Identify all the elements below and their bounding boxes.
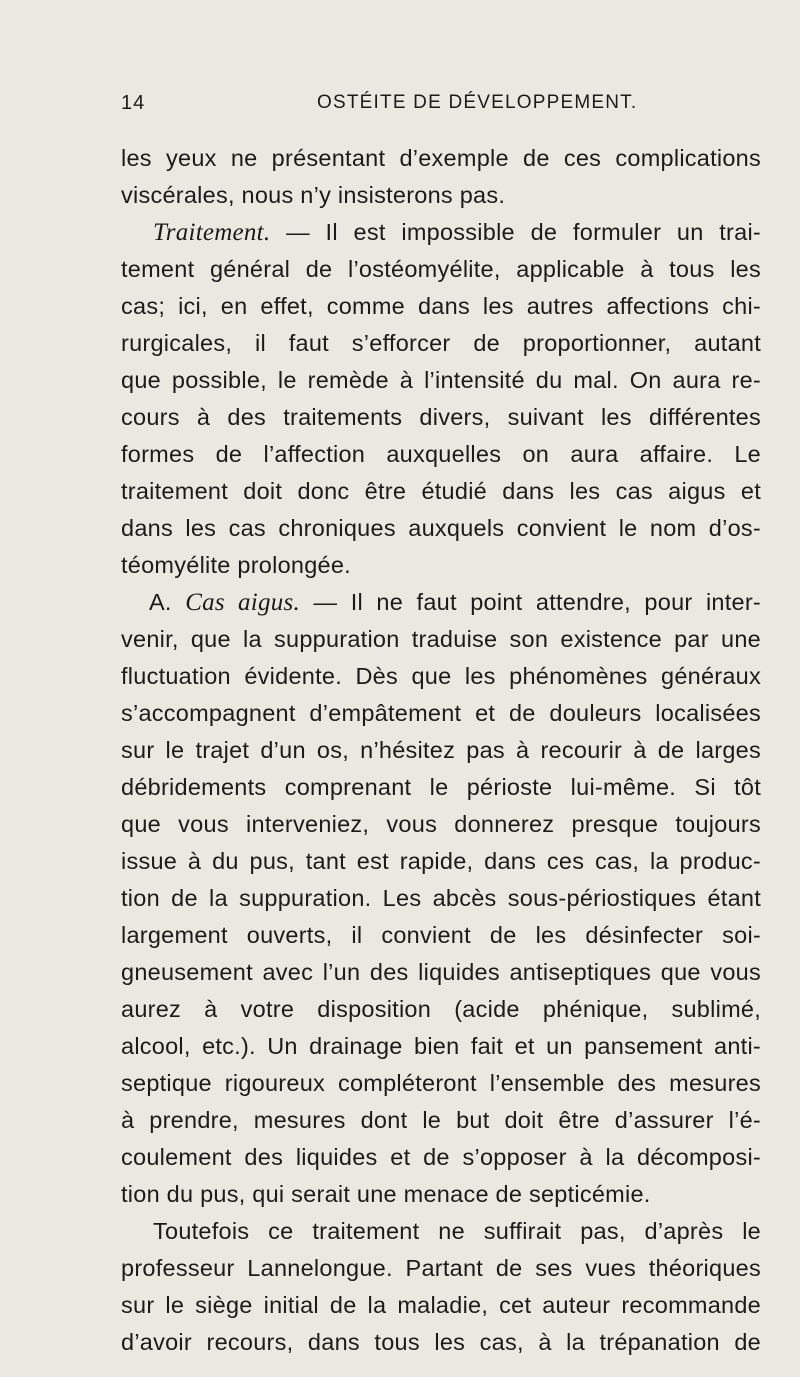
text-line xyxy=(121,695,761,732)
line-text: tion de la suppuration. Les abcès sous-périostiques étant xyxy=(121,885,761,911)
text-line xyxy=(121,1176,761,1213)
line-text: Toutefois ce traitement ne suffirait pas, d’après le xyxy=(153,1218,761,1244)
line-text: fluctuation évidente. Dès que les phénomènes généraux xyxy=(121,663,761,689)
line-text: alcool, etc.). Un drainage bien fait et un pansement anti- xyxy=(121,1033,761,1059)
italic-heading: Traitement. xyxy=(153,219,271,246)
text-line xyxy=(121,510,761,547)
text-line xyxy=(121,769,761,806)
section-letter: A. xyxy=(149,589,186,615)
text-line xyxy=(121,140,761,177)
text-line xyxy=(121,1250,761,1287)
line-text: s’accompagnent d’empâtement et de douleurs localisées xyxy=(121,700,761,726)
line-text: sur le trajet d’un os, n’hésitez pas à recourir à de larges xyxy=(121,737,761,763)
text-line xyxy=(121,399,761,436)
line-text: tion du pus, qui serait une menace de septicémie. xyxy=(121,1181,651,1207)
text-line xyxy=(121,658,761,695)
text-line xyxy=(121,732,761,769)
text-line xyxy=(121,880,761,917)
text-line xyxy=(121,1324,761,1361)
text-line xyxy=(121,991,761,1028)
text-line xyxy=(121,621,761,658)
text-line xyxy=(121,214,761,251)
text-line xyxy=(121,843,761,880)
running-header xyxy=(121,92,761,122)
line-text: coulement des liquides et de s’opposer à la décomposi- xyxy=(121,1144,761,1170)
text-line xyxy=(121,325,761,362)
line-text: les yeux ne présentant d’exemple de ces complications xyxy=(121,145,761,171)
text-line xyxy=(121,362,761,399)
text-line xyxy=(121,288,761,325)
line-text: traitement doit donc être étudié dans les cas aigus et xyxy=(121,478,761,504)
text-line xyxy=(121,1065,761,1102)
text-line xyxy=(121,547,761,584)
text-line xyxy=(121,806,761,843)
line-text: gneusement avec l’un des liquides antiseptiques que vous xyxy=(121,959,761,985)
page-number: 14 xyxy=(121,92,146,114)
line-text: issue à du pus, tant est rapide, dans ces cas, la produc- xyxy=(121,848,761,874)
text-line xyxy=(121,1102,761,1139)
line-text: — Il ne faut point attendre, pour inter- xyxy=(299,589,761,615)
text-line xyxy=(121,1028,761,1065)
line-text: que vous interveniez, vous donnerez presque toujours xyxy=(121,811,761,837)
line-text: professeur Lannelongue. Partant de ses vues théoriques xyxy=(121,1255,761,1281)
line-text: tement général de l’ostéomyélite, applicable à tous les xyxy=(121,256,761,282)
text-line xyxy=(121,584,761,621)
line-text: viscérales, nous n’y insisterons pas. xyxy=(121,182,506,208)
text-line xyxy=(121,1287,761,1324)
line-text: cours à des traitements divers, suivant les différentes xyxy=(121,404,761,430)
body-text xyxy=(121,140,761,1361)
text-line xyxy=(121,1213,761,1250)
line-text: septique rigoureux compléteront l’ensemble des mesures xyxy=(121,1070,761,1096)
text-line xyxy=(121,954,761,991)
line-text: que possible, le remède à l’intensité du mal. On aura re- xyxy=(121,367,761,393)
line-text: — Il est impossible de formuler un trai- xyxy=(270,219,761,245)
italic-heading: Cas aigus. xyxy=(185,589,300,616)
line-text: d’avoir recours, dans tous les cas, à la trépanation de xyxy=(121,1329,761,1355)
text-line xyxy=(121,917,761,954)
text-line xyxy=(121,251,761,288)
text-line xyxy=(121,436,761,473)
line-text: formes de l’affection auxquelles on aura affaire. Le xyxy=(121,441,761,467)
line-text: sur le siège initial de la maladie, cet auteur recommande xyxy=(121,1292,761,1318)
line-text: venir, que la suppuration traduise son existence par une xyxy=(121,626,761,652)
text-line xyxy=(121,177,761,214)
line-text: à prendre, mesures dont le but doit être d’assurer l’é- xyxy=(121,1107,761,1133)
line-text: largement ouverts, il convient de les désinfecter soi- xyxy=(121,922,761,948)
line-text: débridements comprenant le périoste lui-même. Si tôt xyxy=(121,774,761,800)
text-line xyxy=(121,1139,761,1176)
line-text: téomyélite prolongée. xyxy=(121,552,351,578)
line-text: cas; ici, en effet, comme dans les autres affections chi- xyxy=(121,293,761,319)
line-text: rurgicales, il faut s’efforcer de proportionner, autant xyxy=(121,330,761,356)
running-title: OSTÉITE DE DÉVELOPPEMENT. xyxy=(317,92,638,113)
line-text: dans les cas chroniques auxquels convient le nom d’os- xyxy=(121,515,761,541)
text-line xyxy=(121,473,761,510)
line-text: aurez à votre disposition (acide phénique, sublimé, xyxy=(121,996,761,1022)
